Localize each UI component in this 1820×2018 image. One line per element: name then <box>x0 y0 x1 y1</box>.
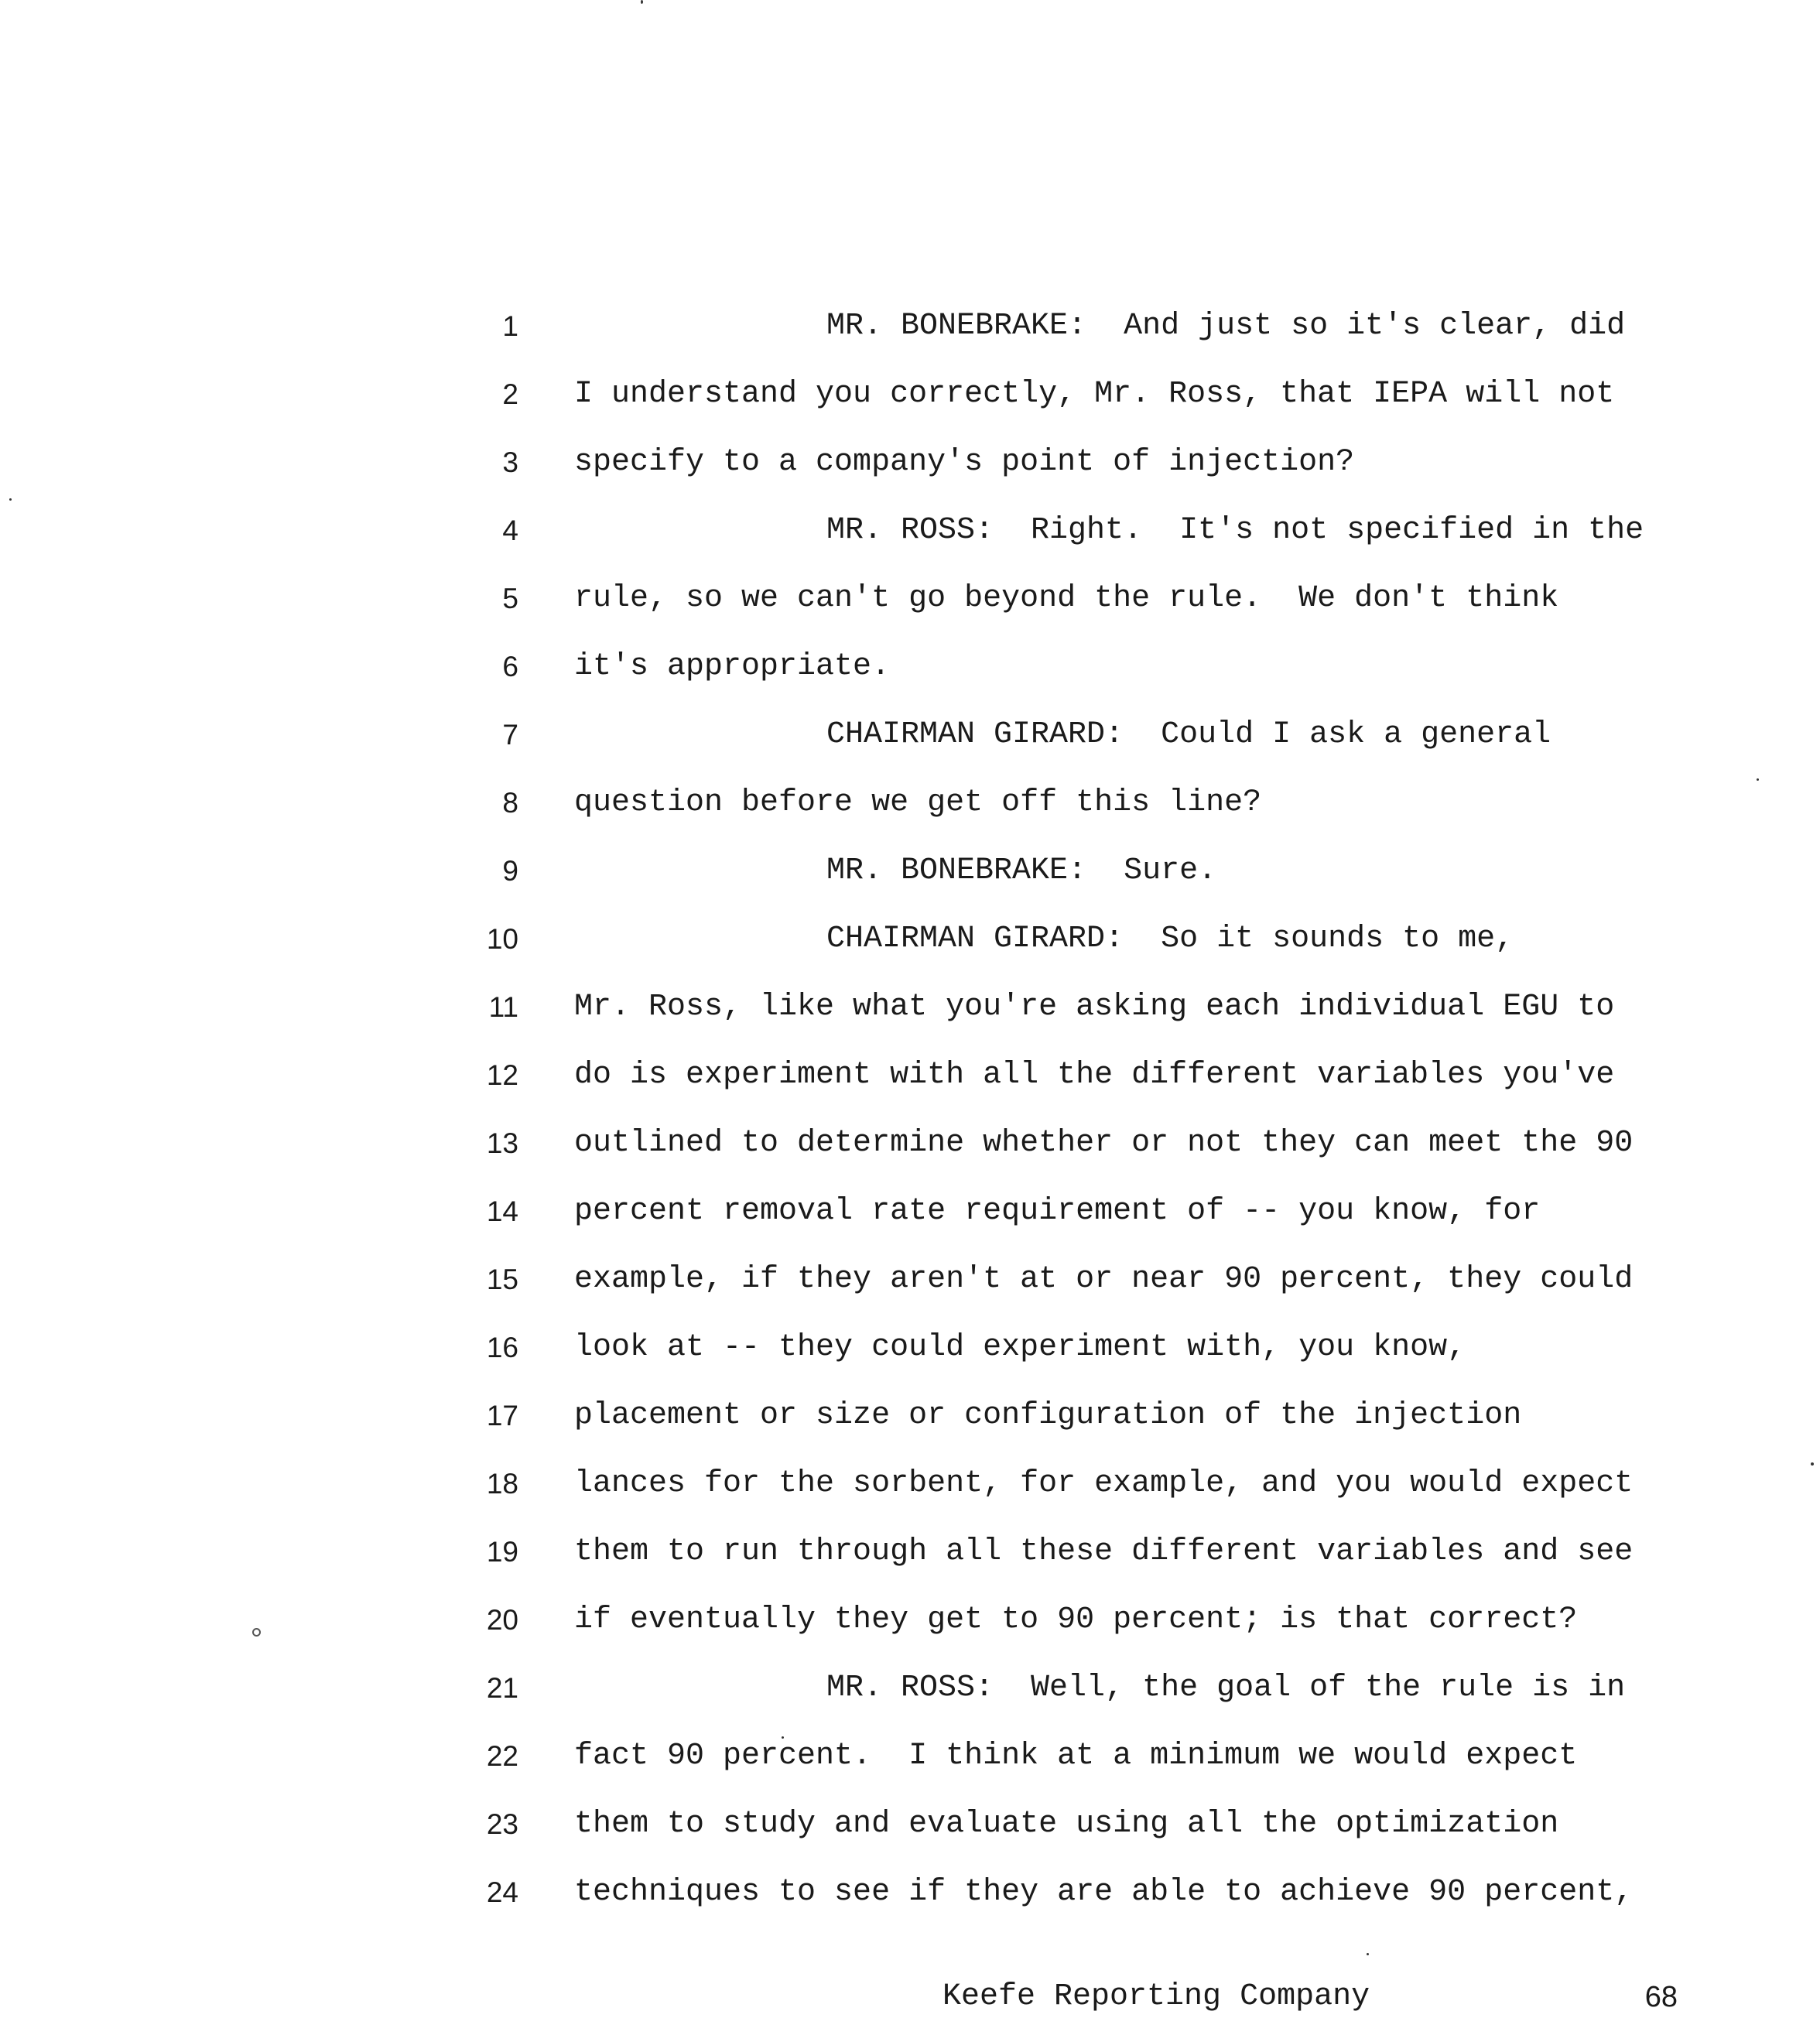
line-number: 21 <box>486 1672 518 1704</box>
transcript-line <box>0 1733 1820 1801</box>
line-text: MR. BONEBRAKE: Sure. <box>826 853 1217 888</box>
line-number: 2 <box>502 378 518 410</box>
transcript-line <box>0 303 1820 371</box>
line-number: 1 <box>502 310 518 342</box>
line-number: 19 <box>486 1536 518 1568</box>
footer-company-name: Keefe Reporting Company <box>942 1979 1370 2014</box>
scan-speck <box>252 1628 261 1637</box>
line-number: 9 <box>502 855 518 887</box>
line-text: MR. BONEBRAKE: And just so it's clear, did <box>826 309 1626 344</box>
line-number: 12 <box>486 1059 518 1091</box>
scan-speck <box>1367 1953 1369 1955</box>
line-number: 22 <box>486 1740 518 1772</box>
line-number: 13 <box>486 1127 518 1159</box>
line-text: it's appropriate. <box>574 649 891 684</box>
transcript-line <box>0 1801 1820 1869</box>
line-text: Mr. Ross, like what you're asking each individual EGU to <box>574 990 1615 1024</box>
line-number: 8 <box>502 787 518 819</box>
line-text: CHAIRMAN GIRARD: So it sounds to me, <box>826 922 1514 956</box>
line-text: specify to a company's point of injection? <box>574 445 1355 480</box>
line-number: 6 <box>502 651 518 682</box>
line-number: 14 <box>486 1195 518 1227</box>
scan-speck <box>1757 778 1759 781</box>
line-text: techniques to see if they are able to achieve 90 percent, <box>574 1875 1634 1910</box>
page-number: 68 <box>1644 1981 1678 2013</box>
transcript-line <box>0 371 1820 440</box>
transcript-line <box>0 984 1820 1052</box>
line-number: 11 <box>488 991 518 1023</box>
transcript-line <box>0 576 1820 644</box>
transcript-line <box>0 712 1820 780</box>
transcript-line <box>0 848 1820 916</box>
transcript-line <box>0 1869 1820 1938</box>
line-text: percent removal rate requirement of -- you know, for <box>574 1194 1541 1229</box>
scan-speck <box>9 498 12 501</box>
line-number: 5 <box>502 583 518 614</box>
line-number: 20 <box>486 1604 518 1636</box>
transcript-line <box>0 1052 1820 1120</box>
line-text: if eventually they get to 90 percent; is that correct? <box>574 1602 1578 1637</box>
line-text: outlined to determine whether or not they can meet the 90 <box>574 1126 1634 1161</box>
line-text: MR. ROSS: Right. It's not specified in the <box>826 513 1644 548</box>
line-text: example, if they aren't at or near 90 percent, they could <box>574 1262 1634 1297</box>
line-text: question before we get off this line? <box>574 785 1262 820</box>
line-text: them to run through all these different variables and see <box>574 1534 1634 1569</box>
transcript-line <box>0 440 1820 508</box>
transcript-line <box>0 916 1820 984</box>
line-number: 7 <box>502 719 518 751</box>
line-text: do is experiment with all the different variables you've <box>574 1058 1615 1093</box>
line-text: I understand you correctly, Mr. Ross, that IEPA will not <box>574 377 1615 412</box>
transcript-line <box>0 1257 1820 1325</box>
scan-speck <box>1811 1462 1814 1466</box>
line-number: 17 <box>486 1400 518 1431</box>
line-text: CHAIRMAN GIRARD: Could I ask a general <box>826 717 1551 752</box>
transcript-line <box>0 1665 1820 1733</box>
line-number: 16 <box>486 1332 518 1363</box>
transcript-line <box>0 1189 1820 1257</box>
line-text: lances for the sorbent, for example, and you would expect <box>574 1466 1634 1501</box>
line-text: fact 90 percent. I think at a minimum we would expect <box>574 1739 1578 1773</box>
line-number: 23 <box>486 1808 518 1840</box>
line-text: look at -- they could experiment with, you know, <box>574 1330 1466 1365</box>
transcript-line <box>0 508 1820 576</box>
transcript-line <box>0 1597 1820 1665</box>
transcript-line <box>0 1325 1820 1393</box>
line-number: 3 <box>502 446 518 478</box>
line-number: 10 <box>486 923 518 955</box>
line-number: 24 <box>486 1876 518 1908</box>
transcript-line <box>0 780 1820 848</box>
scan-speck <box>641 0 643 4</box>
transcript-line <box>0 1461 1820 1529</box>
line-text: MR. ROSS: Well, the goal of the rule is in <box>826 1671 1626 1705</box>
transcript-line <box>0 1393 1820 1461</box>
transcript-line <box>0 1529 1820 1597</box>
line-text: rule, so we can't go beyond the rule. We don't think <box>574 581 1559 616</box>
line-number: 4 <box>502 515 518 546</box>
transcript-line <box>0 644 1820 712</box>
transcript-body <box>0 303 1820 1938</box>
line-text: them to study and evaluate using all the optimization <box>574 1807 1559 1842</box>
line-text: placement or size or configuration of the injection <box>574 1398 1522 1433</box>
line-number: 15 <box>486 1264 518 1295</box>
transcript-line <box>0 1120 1820 1189</box>
line-number: 18 <box>486 1468 518 1500</box>
scan-speck <box>782 1736 784 1739</box>
